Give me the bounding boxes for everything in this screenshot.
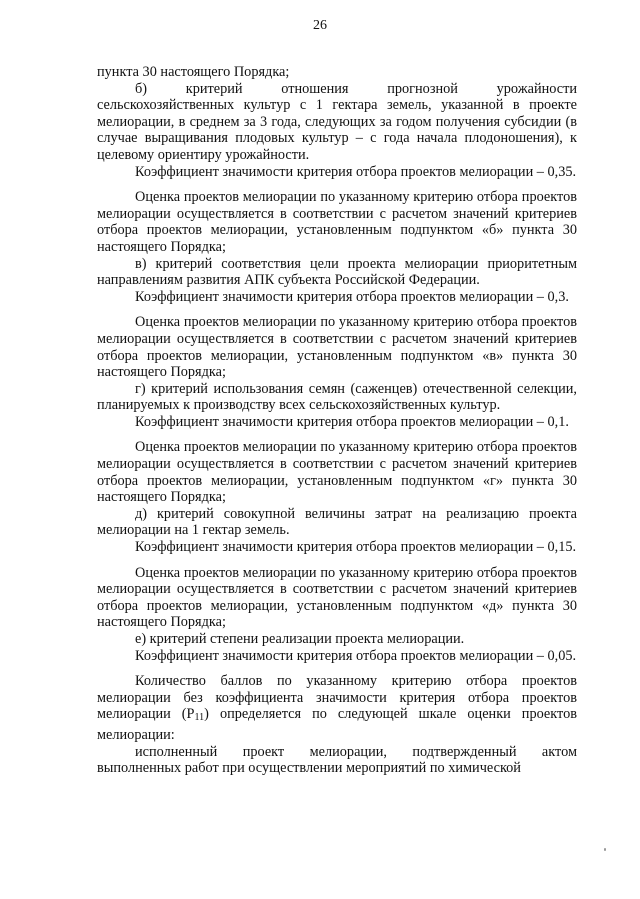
paragraph: Коэффициент значимости критерия отбора проектов мелиорации – 0,15. bbox=[135, 539, 577, 556]
page-number: 26 bbox=[313, 18, 327, 33]
paragraph: Оценка проектов мелиорации по указанному критерию отбора проектов мелиорации осуществляется в соответствии с расчетом значений критериев отбора проектов мелиорации, установленным подпунктом «г» пункта 30 настоящего Порядка; bbox=[97, 439, 577, 506]
scan-speck bbox=[604, 848, 606, 851]
paragraph: д) критерий совокупной величины затрат на реализацию проекта мелиорации на 1 гектар земель. bbox=[97, 505, 577, 539]
paragraph: Коэффициент значимости критерия отбора проектов мелиорации – 0,35. bbox=[135, 163, 577, 180]
paragraph: Коэффициент значимости критерия отбора проектов мелиорации – 0,1. bbox=[135, 413, 569, 430]
paragraph: Оценка проектов мелиорации по указанному критерию отбора проектов мелиорации осуществляется в соответствии с расчетом значений критериев отбора проектов мелиорации, установленным подпунктом «б» пункта 30 настоящего Порядка; bbox=[97, 189, 577, 255]
paragraph: б) критерий отношения прогнозной урожайности сельскохозяйственных культур с 1 гектара земель, указанной в проекте мелиорации, в среднем за 3 года, следующих за годом получения субсидии (в случае выращивания плодовых культур – с года начала плодоношения), к целевому ориентиру урожайности. bbox=[97, 80, 577, 163]
score-subscript: 11 bbox=[194, 712, 205, 724]
paragraph: Коэффициент значимости критерия отбора проектов мелиорации – 0,05. bbox=[135, 647, 577, 664]
paragraph: в) критерий соответствия цели проекта мелиорации приоритетным направлениям развития АПК субъекта Российской Федерации. bbox=[97, 255, 577, 289]
document-body bbox=[97, 64, 577, 777]
paragraph: е) критерий степени реализации проекта мелиорации. bbox=[135, 631, 465, 647]
paragraph: г) критерий использования семян (саженцев) отечественной селекции, планируемых к производству всех сельскохозяйственных культур. bbox=[97, 380, 577, 414]
score-paragraph bbox=[97, 673, 577, 743]
paragraph: исполненный проект мелиорации, подтвержденный актом выполненных работ при осуществлении мероприятий по химической bbox=[97, 743, 577, 777]
paragraph: пункта 30 настоящего Порядка; bbox=[97, 64, 290, 80]
paragraph: Коэффициент значимости критерия отбора проектов мелиорации – 0,3. bbox=[135, 288, 569, 305]
score-text-after: ) определяется по следующей шкале оценки проектов мелиорации: bbox=[97, 706, 577, 743]
score-text-before: Количество баллов по указанному критерию отбора проектов мелиорации без коэффициента значимости критерия отбора проектов мелиорации (P bbox=[97, 673, 577, 723]
paragraph: Оценка проектов мелиорации по указанному критерию отбора проектов мелиорации осуществляется в соответствии с расчетом значений критериев отбора проектов мелиорации, установленным подпунктом «в» пункта 30 настоящего Порядка; bbox=[97, 314, 577, 381]
paragraph: Оценка проектов мелиорации по указанному критерию отбора проектов мелиорации осуществляется в соответствии с расчетом значений критериев отбора проектов мелиорации, установленным подпунктом «д» пункта 30 настоящего Порядка; bbox=[97, 564, 577, 631]
